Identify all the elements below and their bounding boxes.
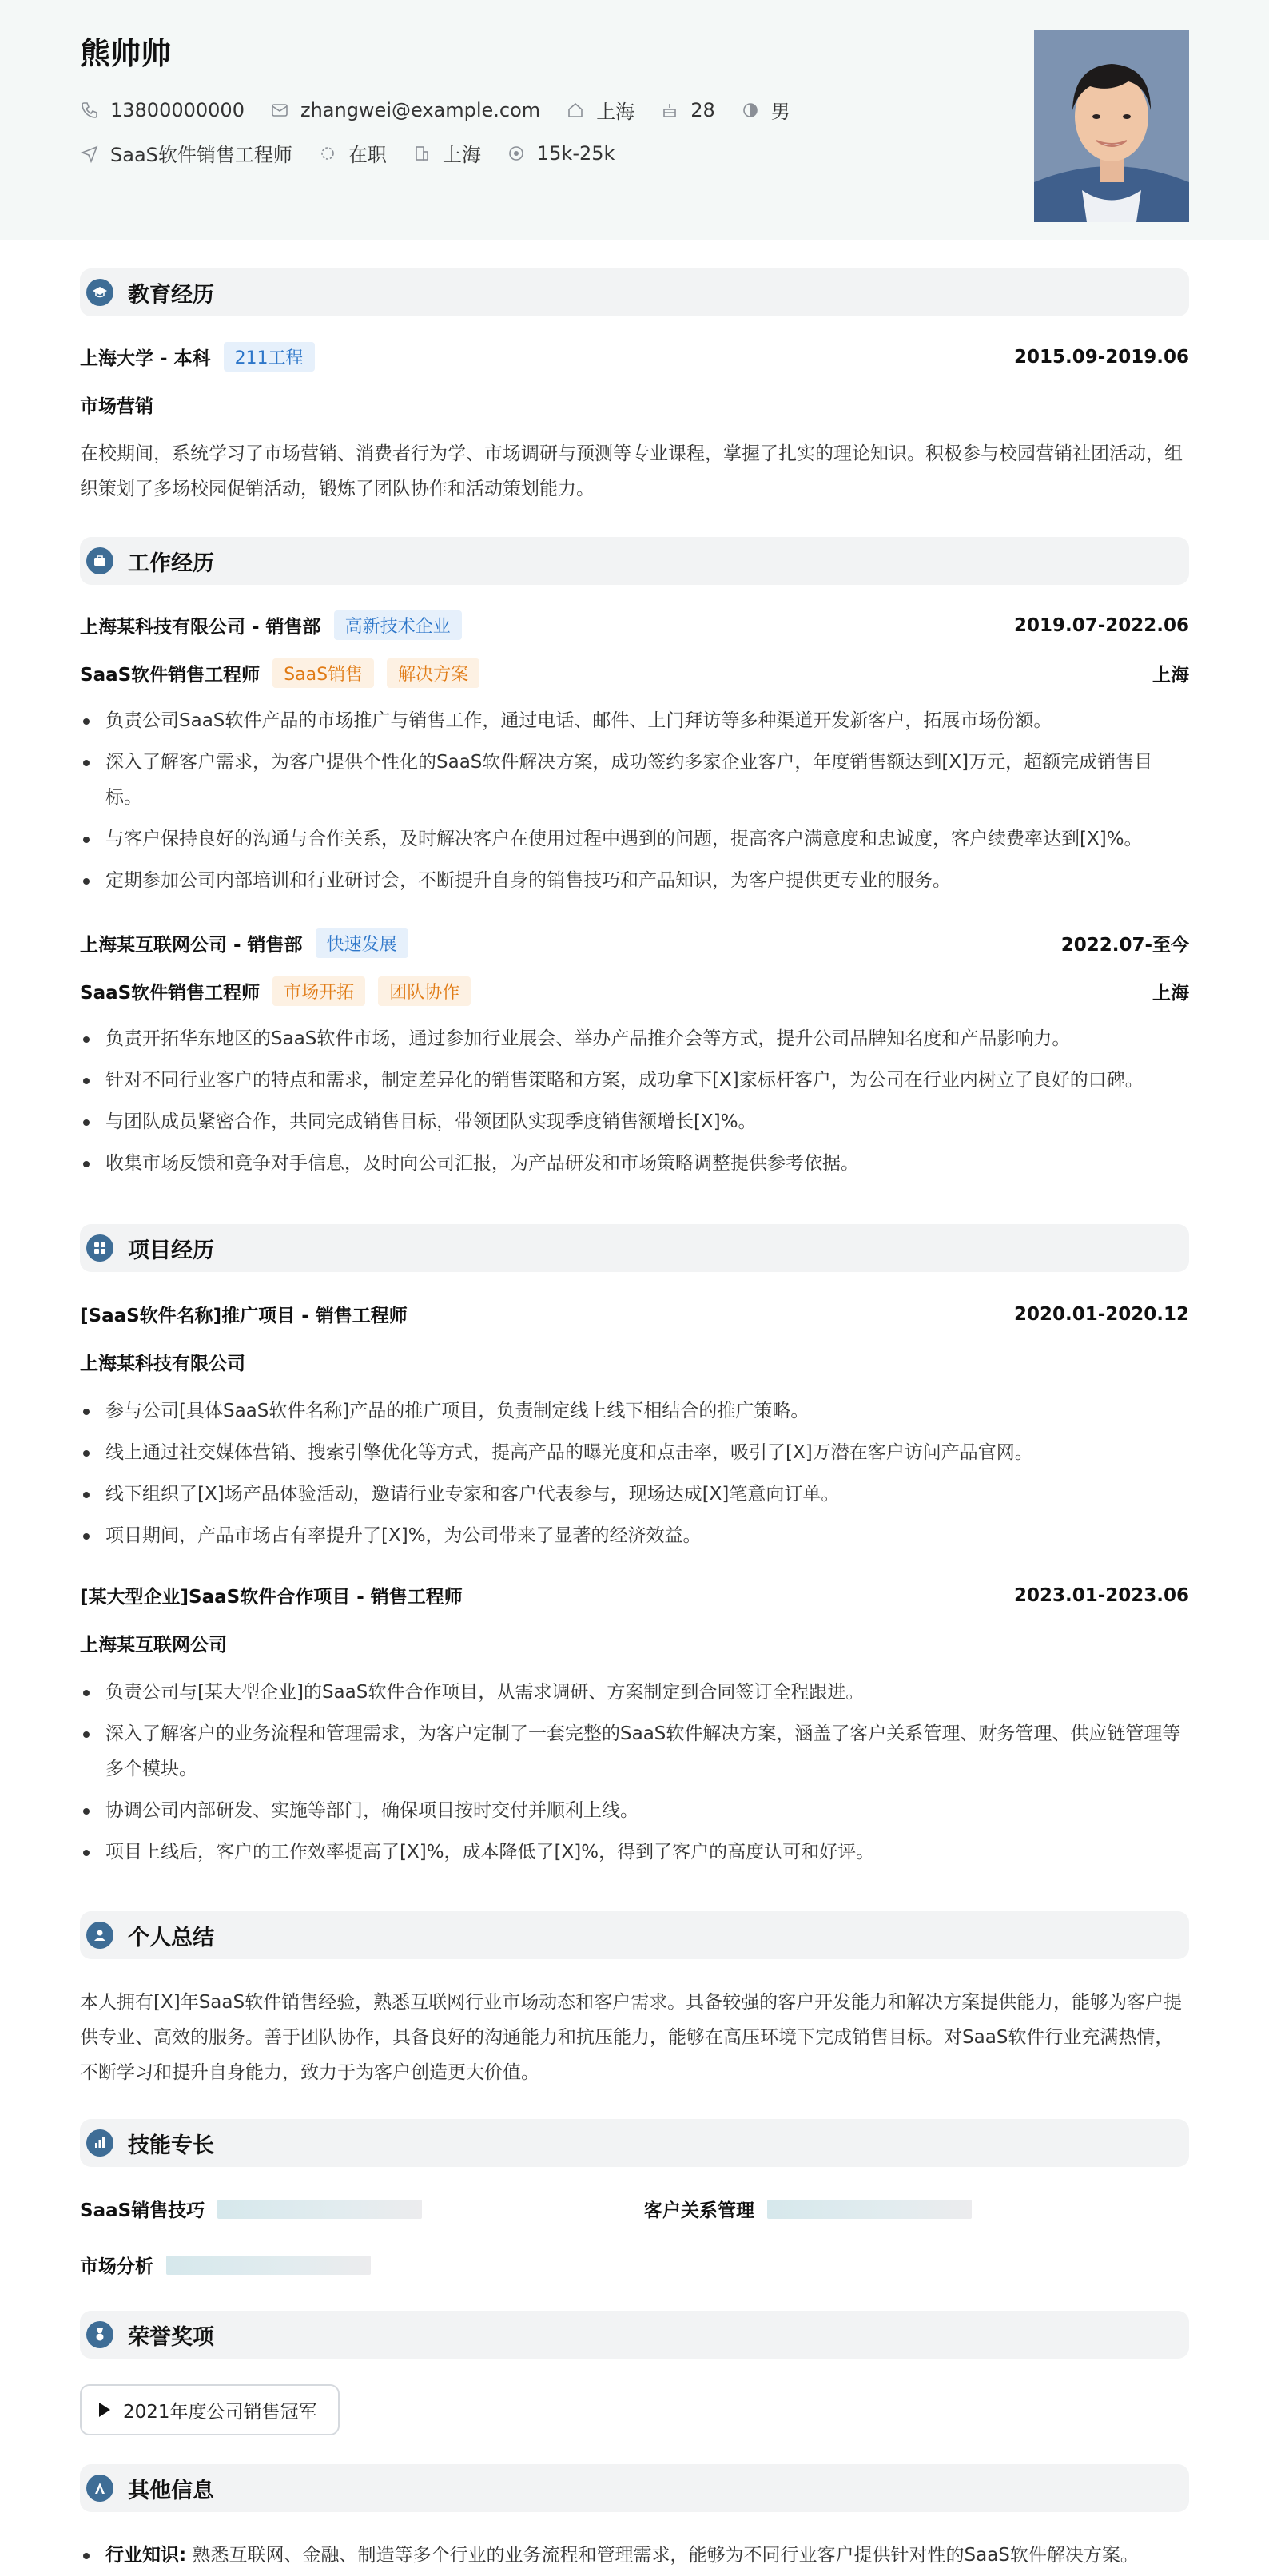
user-icon	[86, 1922, 113, 1949]
education-header-row	[80, 342, 1189, 372]
resume-header	[0, 0, 1269, 240]
section-skills	[80, 2119, 1189, 2167]
age-item	[660, 99, 715, 121]
job-date: 2019.07-2022.06	[1013, 614, 1189, 636]
skill-name: SaaS销售技巧	[80, 2200, 205, 2221]
company-name: 上海某互联网公司 - 销售部	[80, 935, 303, 956]
job-bullets	[80, 1021, 1189, 1187]
list-item: 负责公司SaaS软件产品的市场推广与销售工作，通过电话、邮件、上门拜访等多种渠道开发新客户，拓展市场份额。	[80, 703, 1189, 738]
status-item	[318, 139, 387, 167]
company-tag: 快速发展	[316, 928, 408, 958]
city-item	[566, 96, 634, 124]
job-city: 上海	[1152, 665, 1189, 686]
list-item: 线上通过社交媒体营销、搜索引擎优化等方式，提高产品的曝光度和点击率，吸引了[X]万潜在客户访问产品官网。	[80, 1435, 1189, 1470]
project-company-row	[80, 1349, 1189, 1375]
section-title: 技能专长	[128, 2133, 214, 2158]
job-date: 2022.07-至今	[1060, 935, 1189, 956]
phone-icon	[80, 101, 99, 120]
list-item: 与团队成员紧密合作，共同完成销售目标，带领团队实现季度销售额增长[X]%。	[80, 1104, 1189, 1139]
role-tag: 市场开拓	[272, 976, 365, 1006]
job-role: SaaS软件销售工程师	[80, 983, 261, 1004]
major-row	[80, 392, 1189, 418]
salary-value: 15k-25k	[536, 141, 615, 165]
list-item: 针对不同行业客户的特点和需求，制定差异化的销售策略和方案，成功拿下[X]家标杆客户，为公司在行业内树立了良好的口碑。	[80, 1063, 1189, 1098]
section-honors	[80, 2311, 1189, 2359]
education-description: 在校期间，系统学习了市场营销、消费者行为学、市场调研与预测等专业课程，掌握了扎实的理论知识。积极参与校园营销社团活动，组织策划了多场校园促销活动，锻炼了团队协作和活动策划能力。	[80, 443, 1183, 499]
skill-level-bar	[166, 2256, 371, 2275]
position-value: SaaS软件销售工程师	[110, 144, 292, 166]
skill-item	[644, 2196, 972, 2222]
age-value: 28	[690, 98, 715, 121]
section-work	[80, 537, 1189, 585]
role-tag: 解决方案	[387, 658, 479, 688]
list-item: 线下组织了[X]场产品体验活动，邀请行业专家和客户代表参与，现场达成[X]笔意向订单。	[80, 1477, 1189, 1512]
building-icon	[412, 144, 432, 163]
other-text: 熟悉互联网、金融、制造等多个行业的业务流程和管理需求，能够为不同行业客户提供针对性的SaaS软件解决方案。	[192, 2545, 1139, 2566]
section-education	[80, 268, 1189, 316]
gender-icon	[741, 101, 760, 120]
list-item: 深入了解客户需求，为客户提供个性化的SaaS软件解决方案，成功签约多家企业客户，年度销售额达到[X]万元，超额完成销售目标。	[80, 745, 1189, 815]
position-item	[80, 139, 292, 167]
play-icon	[99, 2403, 110, 2417]
section-title: 其他信息	[128, 2478, 214, 2503]
job-bullets	[80, 703, 1189, 904]
work-city-item	[412, 139, 481, 167]
home-icon	[566, 101, 585, 120]
gender-item	[741, 96, 790, 124]
project-company: 上海某科技有限公司	[80, 1354, 245, 1374]
project-bullets	[80, 1393, 1189, 1560]
skill-item	[80, 2196, 422, 2222]
graduation-cap-icon	[86, 279, 113, 306]
list-item: 与客户保持良好的沟通与合作关系，及时解决客户在使用过程中遇到的问题，提高客户满意度和忠诚度，客户续费率达到[X]%。	[80, 821, 1189, 857]
major: 市场营销	[80, 396, 153, 417]
section-title: 个人总结	[128, 1925, 214, 1950]
skill-level-bar	[217, 2200, 422, 2219]
list-item: 负责公司与[某大型企业]的SaaS软件合作项目，从需求调研、方案制定到合同签订全程跟进。	[80, 1675, 1189, 1710]
phone-value: 13800000000	[110, 98, 245, 121]
project-header-row	[80, 1301, 1189, 1327]
status-icon	[318, 144, 337, 163]
bar-chart-icon	[86, 2129, 113, 2157]
list-item: 项目上线后，客户的工作效率提高了[X]%，成本降低了[X]%，得到了客户的高度认可和好评。	[80, 1835, 1189, 1870]
list-item: 参与公司[具体SaaS软件名称]产品的推广项目，负责制定线上线下相结合的推广策略。	[80, 1393, 1189, 1429]
send-icon	[80, 144, 99, 163]
skill-name: 客户关系管理	[644, 2200, 754, 2221]
section-projects	[80, 1224, 1189, 1272]
company-name: 上海某科技有限公司 - 销售部	[80, 617, 321, 638]
other-key: 行业知识:	[105, 2545, 187, 2566]
summary-text: 本人拥有[X]年SaaS软件销售经验，熟悉互联网行业市场动态和客户需求。具备较强的客户开发能力和解决方案提供能力，能够为客户提供专业、高效的服务。善于团队协作，具备良好的沟通能力和抗压能力，能够在高压环境下完成销售目标。对SaaS软件行业充满热情，不断学习和提升自身能力，致力于为客户创造更大价值。	[80, 1992, 1183, 2083]
section-title: 教育经历	[128, 282, 214, 308]
skill-name: 市场分析	[80, 2256, 153, 2277]
project-bullets	[80, 1675, 1189, 1876]
project-name: [SaaS软件名称]推广项目 - 销售工程师	[80, 1306, 408, 1326]
education-date: 2015.09-2019.06	[1013, 346, 1189, 368]
job-header-row	[80, 610, 1189, 640]
phone-item	[80, 99, 245, 121]
job-header-row	[80, 928, 1189, 958]
company-tag: 高新技术企业	[334, 610, 462, 640]
job-role: SaaS软件销售工程师	[80, 665, 261, 686]
briefcase-icon	[86, 547, 113, 574]
school-tag: 211工程	[224, 342, 315, 372]
city-value: 上海	[596, 101, 635, 123]
list-item: 负责开拓华东地区的SaaS软件市场，通过参加行业展会、举办产品推介会等方式，提升公司品牌知名度和产品影响力。	[80, 1021, 1189, 1056]
project-company-row	[80, 1630, 1189, 1656]
profile-photo	[1034, 30, 1189, 222]
section-title: 工作经历	[128, 551, 214, 576]
project-company: 上海某互联网公司	[80, 1635, 227, 1656]
gender-value: 男	[770, 101, 790, 123]
list-item: 定期参加公司内部培训和行业研讨会，不断提升自身的销售技巧和产品知识，为客户提供更专业的服务。	[80, 863, 1189, 898]
job-role-row	[80, 658, 1189, 688]
project-date: 2020.01-2020.12	[1013, 1303, 1189, 1325]
status-value: 在职	[348, 144, 387, 166]
role-tag: SaaS销售	[272, 658, 374, 688]
skill-level-bar	[767, 2200, 972, 2219]
coin-icon	[507, 144, 526, 163]
candidate-name: 熊帅帅	[80, 36, 172, 71]
info-icon	[86, 2475, 113, 2502]
section-title: 荣誉奖项	[128, 2324, 214, 2350]
mail-icon	[270, 101, 289, 120]
job-city: 上海	[1152, 983, 1189, 1004]
section-title: 项目经历	[128, 1238, 214, 1263]
list-item	[80, 2538, 1240, 2573]
award-chip	[80, 2384, 340, 2435]
school-name: 上海大学 - 本科	[80, 348, 211, 369]
project-date: 2023.01-2023.06	[1013, 1584, 1189, 1606]
list-item: 项目期间，产品市场占有率提升了[X]%，为公司带来了显著的经济效益。	[80, 1518, 1189, 1553]
list-item: 收集市场反馈和竞争对手信息，及时向公司汇报，为产品研发和市场策略调整提供参考依据。	[80, 1146, 1189, 1181]
skill-item	[80, 2252, 371, 2278]
medal-icon	[86, 2321, 113, 2348]
contact-row	[80, 96, 816, 124]
grid-icon	[86, 1234, 113, 1262]
project-name: [某大型企业]SaaS软件合作项目 - 销售工程师	[80, 1587, 463, 1608]
section-summary	[80, 1911, 1189, 1959]
role-tag: 团队协作	[378, 976, 471, 1006]
job-intent-row	[80, 139, 640, 167]
cake-icon	[660, 101, 679, 120]
section-other	[80, 2464, 1189, 2512]
job-role-row	[80, 976, 1189, 1006]
email-value: zhangwei@example.com	[300, 98, 541, 121]
list-item: 深入了解客户的业务流程和管理需求，为客户定制了一套完整的SaaS软件解决方案，涵盖了客户关系管理、财务管理、供应链管理等多个模块。	[80, 1716, 1189, 1787]
work-city-value: 上海	[442, 144, 481, 166]
salary-item	[507, 142, 615, 165]
list-item: 协调公司内部研发、实施等部门，确保项目按时交付并顺利上线。	[80, 1793, 1189, 1828]
award-name: 2021年度公司销售冠军	[123, 2401, 317, 2423]
project-header-row	[80, 1582, 1189, 1608]
email-item	[270, 99, 540, 121]
